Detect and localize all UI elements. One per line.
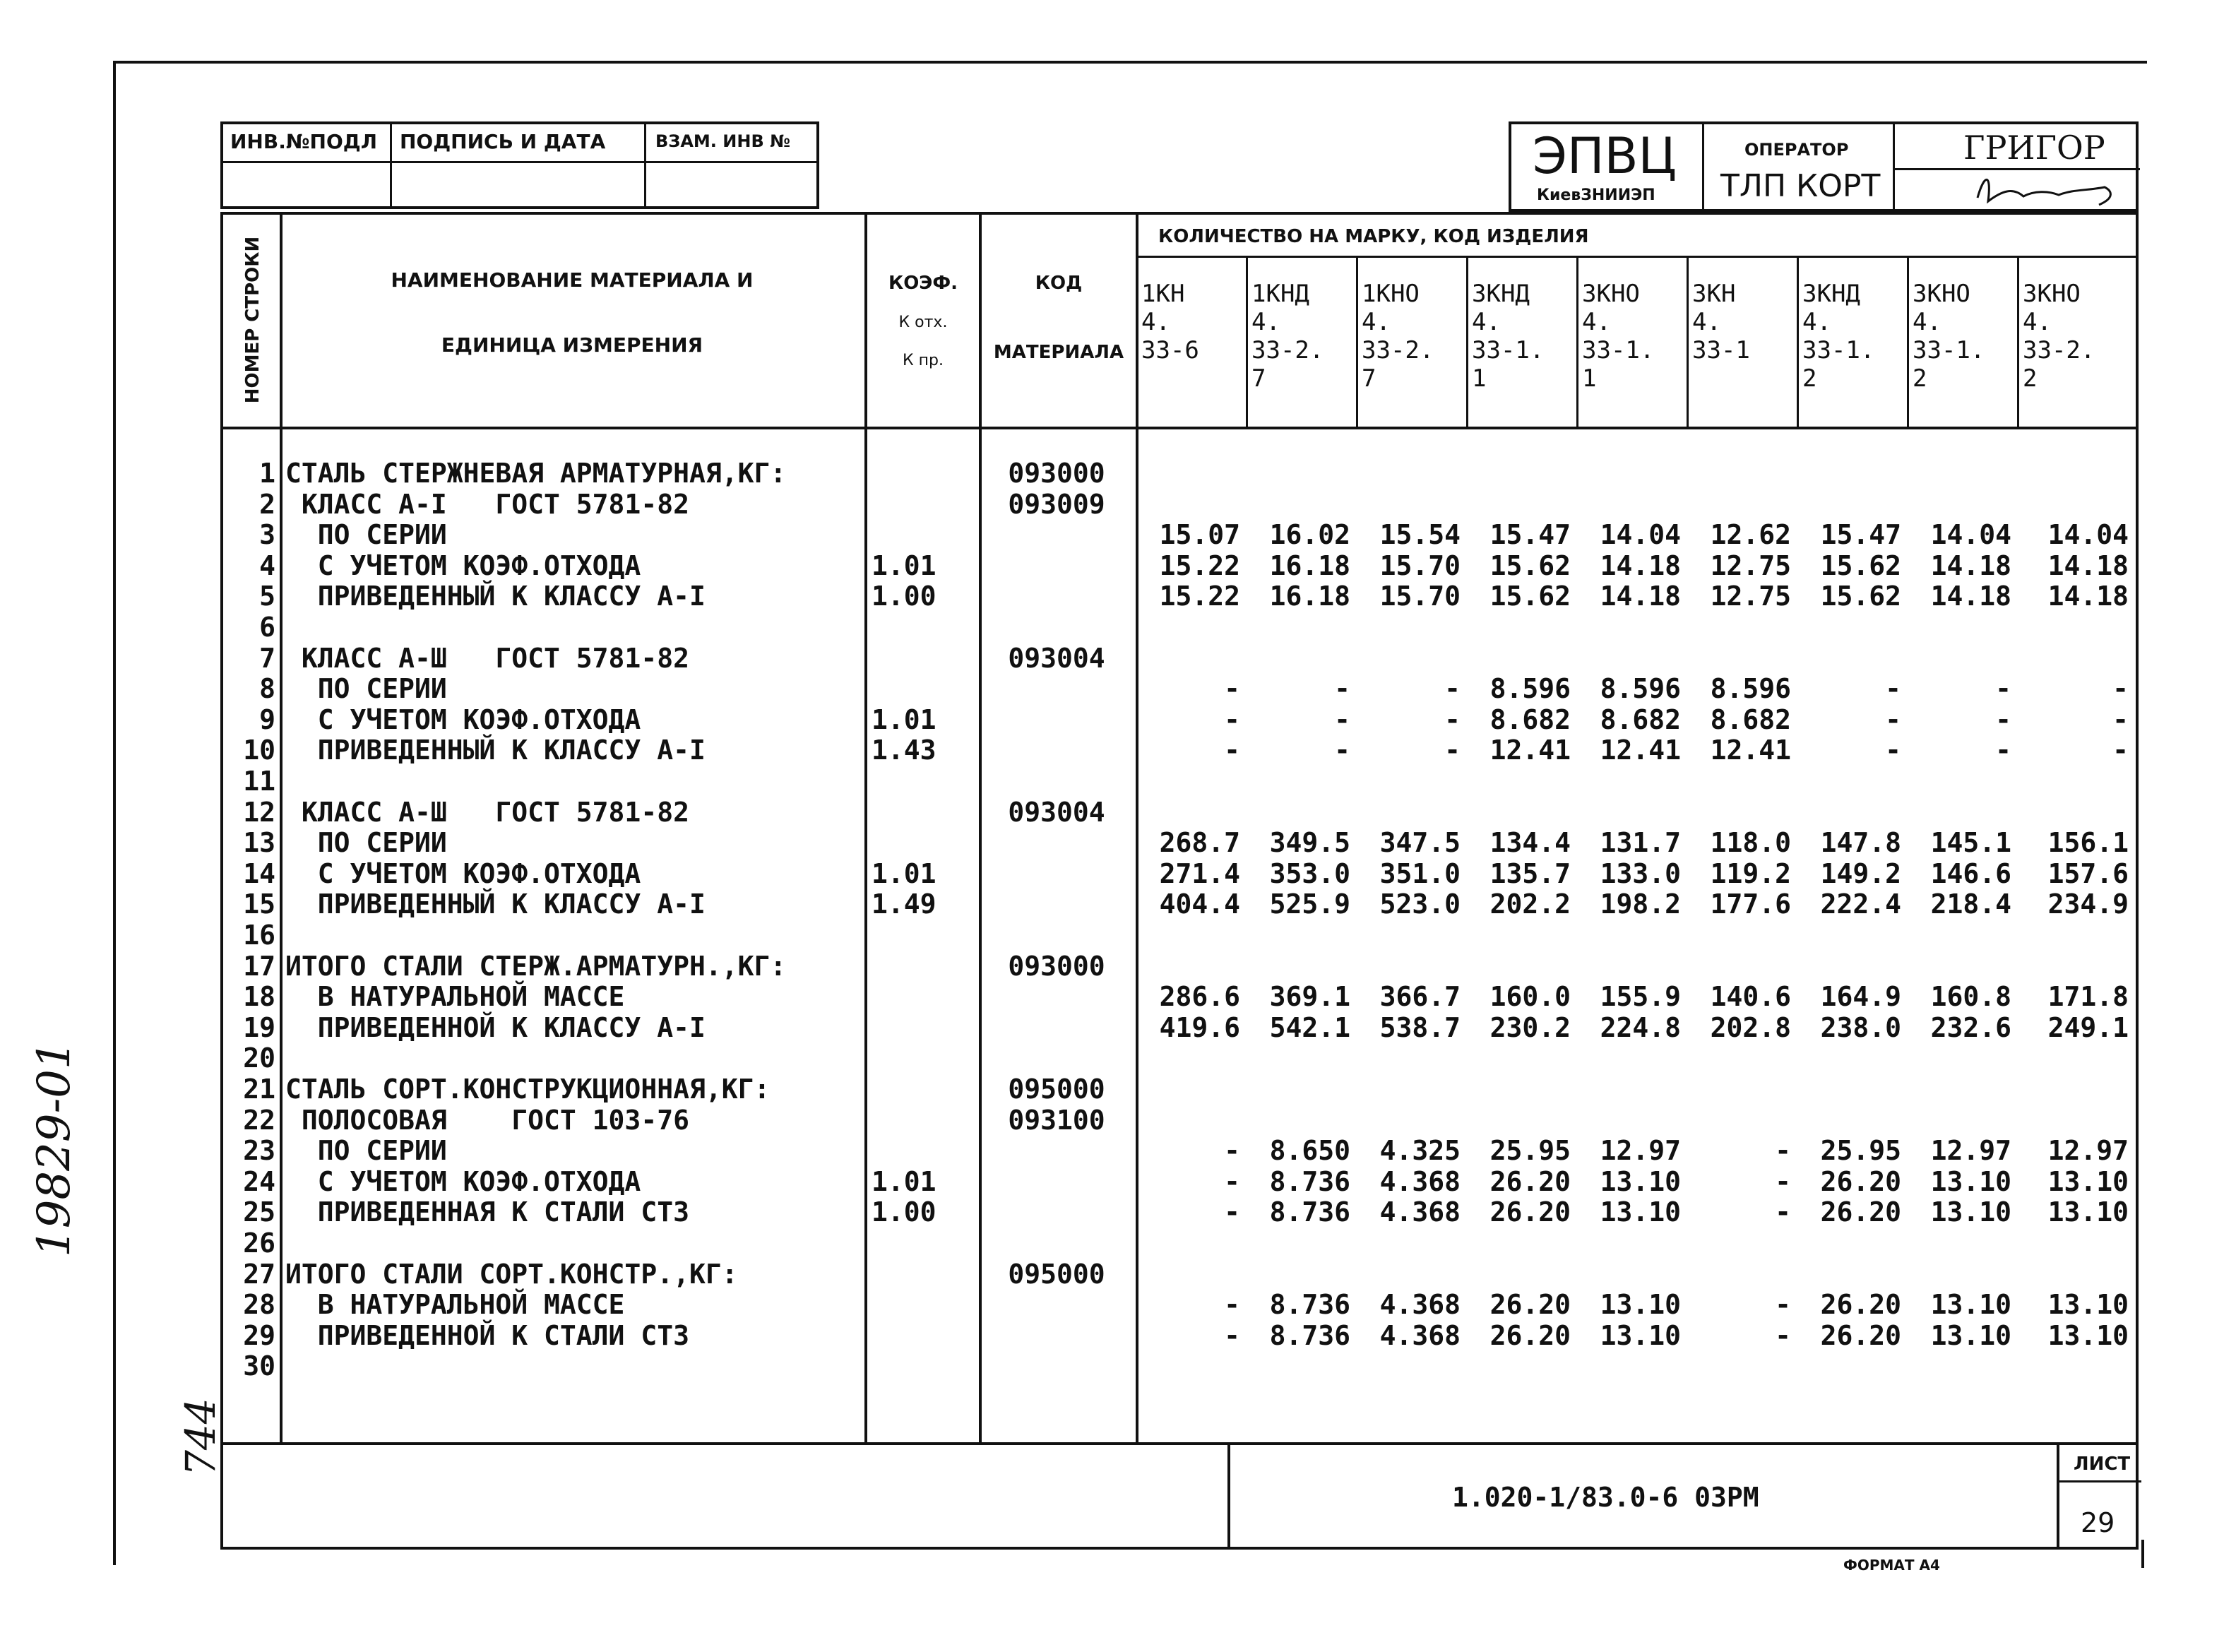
row-number: 12 bbox=[243, 796, 275, 828]
stamp-right bbox=[1509, 121, 2139, 212]
quantity-cell: 13.10 bbox=[1600, 1196, 1681, 1228]
quantity-cell: 8.736 bbox=[1269, 1196, 1350, 1228]
quantity-cell: 146.6 bbox=[1930, 857, 2011, 889]
outer-left-line bbox=[113, 61, 116, 1565]
table-body bbox=[223, 212, 2136, 1442]
quantity-cell: 4.368 bbox=[1379, 1196, 1461, 1228]
coef-value: 1.01 bbox=[872, 549, 936, 581]
material-name: ПО СЕРИИ bbox=[285, 519, 447, 551]
quantity-cell: - bbox=[1775, 1135, 1791, 1167]
quantity-cell: 14.18 bbox=[1930, 549, 2011, 581]
material-name: ПРИВЕДЕННЫЙ К КЛАССУ А-I bbox=[285, 581, 706, 612]
material-name: С УЧЕТОМ КОЭФ.ОТХОДА bbox=[285, 703, 641, 735]
quantity-cell: 131.7 bbox=[1600, 827, 1681, 859]
quantity-cell: - bbox=[1444, 673, 1461, 705]
quantity-cell: 13.10 bbox=[2047, 1289, 2129, 1321]
quantity-cell: 16.18 bbox=[1269, 581, 1350, 612]
quantity-cell: 249.1 bbox=[2047, 1011, 2129, 1043]
quantity-cell: 13.10 bbox=[2047, 1196, 2129, 1228]
quantity-cell: 14.18 bbox=[2047, 581, 2129, 612]
quantity-cell: 8.650 bbox=[1269, 1135, 1350, 1167]
col-header-9: 3КНО 4. 33-2. 2 bbox=[2023, 280, 2095, 393]
col-header-7: 3КНД 4. 33-1. 2 bbox=[1802, 280, 1875, 393]
quantity-cell: - bbox=[1224, 1165, 1240, 1197]
title-block bbox=[220, 1442, 2139, 1550]
col-header-2: 1КНД 4. 33-2. 7 bbox=[1251, 280, 1324, 393]
format-label: ФОРМАТ А4 bbox=[1843, 1557, 1940, 1574]
quantity-cell: 13.10 bbox=[1930, 1319, 2011, 1351]
side-number: 19829-01 bbox=[28, 1040, 81, 1257]
quantity-cell: 349.5 bbox=[1269, 827, 1350, 859]
quantity-cell: 15.62 bbox=[1820, 549, 1901, 581]
sheet-number: 29 bbox=[2081, 1507, 2115, 1538]
quantity-cell: 8.596 bbox=[1600, 673, 1681, 705]
quantity-cell: - bbox=[1885, 673, 1901, 705]
stamp-podpis: ПОДПИСЬ И ДАТА bbox=[400, 130, 606, 153]
quantity-cell: - bbox=[1444, 703, 1461, 735]
col-header-5: 3КНО 4. 33-1. 1 bbox=[1582, 280, 1655, 393]
row-number: 18 bbox=[243, 981, 275, 1013]
quantity-cell: 419.6 bbox=[1159, 1011, 1240, 1043]
operator-label: ОПЕРАТОР bbox=[1744, 140, 1849, 160]
quantity-cell: 8.682 bbox=[1489, 703, 1571, 735]
quantity-cell: 222.4 bbox=[1820, 889, 1901, 920]
quantity-cell: 15.70 bbox=[1379, 581, 1461, 612]
row-number: 22 bbox=[243, 1104, 275, 1136]
material-code: 093009 bbox=[1008, 488, 1105, 520]
quantity-cell: - bbox=[1775, 1196, 1791, 1228]
coef-value: 1.00 bbox=[872, 1196, 936, 1228]
material-name: ПО СЕРИИ bbox=[285, 827, 447, 859]
quantity-cell: 25.95 bbox=[1489, 1135, 1571, 1167]
quantity-cell: - bbox=[1224, 1319, 1240, 1351]
quantity-cell: 26.20 bbox=[1820, 1319, 1901, 1351]
material-name: В НАТУРАЛЬНОЙ МАССЕ bbox=[285, 981, 625, 1013]
coef-value: 1.01 bbox=[872, 857, 936, 889]
row-number: 6 bbox=[259, 612, 275, 643]
material-name: С УЧЕТОМ КОЭФ.ОТХОДА bbox=[285, 549, 641, 581]
quantity-cell: 134.4 bbox=[1489, 827, 1571, 859]
quantity-cell: 16.18 bbox=[1269, 549, 1350, 581]
operator-value: ТЛП КОРТ bbox=[1720, 168, 1881, 204]
row-number: 19 bbox=[243, 1011, 275, 1043]
quantity-cell: 25.95 bbox=[1820, 1135, 1901, 1167]
code-header-2: МАТЕРИАЛА bbox=[993, 342, 1124, 363]
quantity-cell: 13.10 bbox=[1600, 1319, 1681, 1351]
row-number: 8 bbox=[259, 673, 275, 705]
quantity-cell: 8.736 bbox=[1269, 1319, 1350, 1351]
quantity-cell: 12.97 bbox=[1930, 1135, 2011, 1167]
quantity-cell: 14.04 bbox=[1600, 519, 1681, 551]
coef-value: 1.01 bbox=[872, 703, 936, 735]
quantity-cell: 13.10 bbox=[2047, 1319, 2129, 1351]
quantity-cell: 26.20 bbox=[1820, 1165, 1901, 1197]
stamp-vzam: ВЗАМ. ИНВ № bbox=[655, 131, 790, 151]
quantity-cell: 525.9 bbox=[1269, 889, 1350, 920]
quantity-cell: 13.10 bbox=[1930, 1165, 2011, 1197]
row-number: 30 bbox=[243, 1350, 275, 1382]
quantity-cell: 4.325 bbox=[1379, 1135, 1461, 1167]
quantity-cell: 15.62 bbox=[1489, 549, 1571, 581]
quantity-cell: 118.0 bbox=[1710, 827, 1791, 859]
material-name: ПО СЕРИИ bbox=[285, 1135, 447, 1167]
quantity-cell: 8.596 bbox=[1489, 673, 1571, 705]
quantity-cell: 8.596 bbox=[1710, 673, 1791, 705]
quantity-cell: 12.75 bbox=[1710, 581, 1791, 612]
quantity-cell: 369.1 bbox=[1269, 981, 1350, 1013]
org-big: ЭПВЦ bbox=[1533, 127, 1677, 185]
quantity-cell: 15.62 bbox=[1820, 581, 1901, 612]
quantity-cell: 160.8 bbox=[1930, 981, 2011, 1013]
quantity-cell: 164.9 bbox=[1820, 981, 1901, 1013]
quantity-cell: 147.8 bbox=[1820, 827, 1901, 859]
quantity-cell: 14.04 bbox=[2047, 519, 2129, 551]
quantity-cell: 14.04 bbox=[1930, 519, 2011, 551]
quantity-cell: - bbox=[1334, 673, 1350, 705]
quantity-cell: 202.8 bbox=[1710, 1011, 1791, 1043]
quantity-cell: 198.2 bbox=[1600, 889, 1681, 920]
quantity-cell: 224.8 bbox=[1600, 1011, 1681, 1043]
quantity-cell: 160.0 bbox=[1489, 981, 1571, 1013]
row-number: 2 bbox=[259, 488, 275, 520]
quantity-cell: 351.0 bbox=[1379, 857, 1461, 889]
material-name: КЛАСС А-Ш ГОСТ 5781-82 bbox=[285, 642, 689, 674]
row-number: 28 bbox=[243, 1289, 275, 1321]
row-number: 9 bbox=[259, 703, 275, 735]
quantity-cell: 157.6 bbox=[2047, 857, 2129, 889]
material-name: КЛАСС А-Ш ГОСТ 5781-82 bbox=[285, 796, 689, 828]
quantity-cell: 8.736 bbox=[1269, 1289, 1350, 1321]
quantity-cell: 8.682 bbox=[1600, 703, 1681, 735]
coef-header-2: К отх. bbox=[898, 314, 948, 331]
material-code: 093004 bbox=[1008, 796, 1105, 828]
quantity-cell: 202.2 bbox=[1489, 889, 1571, 920]
material-name: С УЧЕТОМ КОЭФ.ОТХОДА bbox=[285, 857, 641, 889]
stamp-left bbox=[220, 121, 819, 209]
material-code: 095000 bbox=[1008, 1258, 1105, 1290]
material-name: ПО СЕРИИ bbox=[285, 673, 447, 705]
name-value: ГРИГОР bbox=[1963, 129, 2105, 167]
quantity-cell: 4.368 bbox=[1379, 1319, 1461, 1351]
quantity-cell: 8.682 bbox=[1710, 703, 1791, 735]
row-number: 20 bbox=[243, 1042, 275, 1074]
row-number: 10 bbox=[243, 735, 275, 766]
quantity-cell: - bbox=[1224, 1196, 1240, 1228]
quantity-cell: 26.20 bbox=[1820, 1196, 1901, 1228]
quantity-cell: 8.736 bbox=[1269, 1165, 1350, 1197]
coef-header-1: КОЭФ. bbox=[888, 273, 958, 294]
row-number: 21 bbox=[243, 1074, 275, 1105]
quantity-cell: 140.6 bbox=[1710, 981, 1791, 1013]
row-number: 24 bbox=[243, 1165, 275, 1197]
col-header-1: 1КН 4. 33-6 bbox=[1141, 280, 1199, 364]
row-number: 14 bbox=[243, 857, 275, 889]
row-number: 23 bbox=[243, 1135, 275, 1167]
quantity-cell: 135.7 bbox=[1489, 857, 1571, 889]
quantity-cell: - bbox=[1885, 703, 1901, 735]
material-name: СТАЛЬ СТЕРЖНЕВАЯ АРМАТУРНАЯ,КГ: bbox=[285, 458, 787, 489]
quantity-cell: 155.9 bbox=[1600, 981, 1681, 1013]
quantity-cell: 12.75 bbox=[1710, 549, 1791, 581]
col-header-8: 3КНО 4. 33-1. 2 bbox=[1913, 280, 1985, 393]
material-code: 093004 bbox=[1008, 642, 1105, 674]
quantity-cell: 13.10 bbox=[2047, 1165, 2129, 1197]
quantity-cell: 149.2 bbox=[1820, 857, 1901, 889]
quantity-cell: 13.10 bbox=[1600, 1165, 1681, 1197]
quantity-cell: 4.368 bbox=[1379, 1289, 1461, 1321]
quantity-cell: 15.70 bbox=[1379, 549, 1461, 581]
material-name: СТАЛЬ СОРТ.КОНСТРУКЦИОННАЯ,КГ: bbox=[285, 1074, 771, 1105]
quantity-cell: - bbox=[1775, 1289, 1791, 1321]
quantity-cell: 15.47 bbox=[1489, 519, 1571, 551]
quantity-cell: 538.7 bbox=[1379, 1011, 1461, 1043]
quantity-cell: 218.4 bbox=[1930, 889, 2011, 920]
quantity-cell: 523.0 bbox=[1379, 889, 1461, 920]
stamp-inv-podl: ИНВ.№ПОДЛ bbox=[230, 130, 377, 153]
coef-value: 1.43 bbox=[872, 735, 936, 766]
row-number: 4 bbox=[259, 549, 275, 581]
quantity-cell: 15.22 bbox=[1159, 549, 1240, 581]
quantity-cell: 119.2 bbox=[1710, 857, 1791, 889]
material-code: 093000 bbox=[1008, 950, 1105, 982]
main-table bbox=[220, 212, 2139, 1445]
quantity-cell: 14.18 bbox=[1600, 549, 1681, 581]
quantity-cell: 286.6 bbox=[1159, 981, 1240, 1013]
row-number-header: НОМЕР СТРОКИ bbox=[242, 236, 263, 404]
quantity-cell: 12.97 bbox=[2047, 1135, 2129, 1167]
row-number: 7 bbox=[259, 642, 275, 674]
quantity-cell: 145.1 bbox=[1930, 827, 2011, 859]
quantity-cell: 268.7 bbox=[1159, 827, 1240, 859]
quantity-cell: 12.41 bbox=[1600, 735, 1681, 766]
material-name: ПРИВЕДЕННОЙ К СТАЛИ СТ3 bbox=[285, 1319, 689, 1351]
quantity-cell: 14.18 bbox=[1600, 581, 1681, 612]
outer-top-line bbox=[113, 61, 2147, 64]
quantity-cell: 230.2 bbox=[1489, 1011, 1571, 1043]
quantity-cell: 542.1 bbox=[1269, 1011, 1350, 1043]
material-name: ПРИВЕДЕННАЯ К СТАЛИ СТ3 bbox=[285, 1196, 689, 1228]
quantity-cell: - bbox=[1334, 735, 1350, 766]
material-code: 093000 bbox=[1008, 458, 1105, 489]
material-name: ИТОГО СТАЛИ СТЕРЖ.АРМАТУРН.,КГ: bbox=[285, 950, 787, 982]
quantity-cell: 238.0 bbox=[1820, 1011, 1901, 1043]
quantity-cell: - bbox=[1995, 735, 2011, 766]
doc-code: 1.020-1/83.0-6 03РМ bbox=[1452, 1482, 1759, 1513]
qty-title: КОЛИЧЕСТВО НА МАРКУ, КОД ИЗДЕЛИЯ bbox=[1158, 226, 1589, 247]
quantity-cell: 14.18 bbox=[2047, 549, 2129, 581]
quantity-cell: 16.02 bbox=[1269, 519, 1350, 551]
row-number: 11 bbox=[243, 766, 275, 797]
material-name: С УЧЕТОМ КОЭФ.ОТХОДА bbox=[285, 1165, 641, 1197]
quantity-cell: - bbox=[2112, 703, 2129, 735]
quantity-cell: 271.4 bbox=[1159, 857, 1240, 889]
quantity-cell: 4.368 bbox=[1379, 1165, 1461, 1197]
material-code: 095000 bbox=[1008, 1074, 1105, 1105]
outer-right-line bbox=[2141, 1540, 2144, 1568]
quantity-cell: 13.10 bbox=[1600, 1289, 1681, 1321]
row-number: 26 bbox=[243, 1228, 275, 1259]
row-number: 5 bbox=[259, 581, 275, 612]
quantity-cell: - bbox=[1224, 735, 1240, 766]
quantity-cell: 12.62 bbox=[1710, 519, 1791, 551]
row-number: 29 bbox=[243, 1319, 275, 1351]
quantity-cell: - bbox=[1224, 673, 1240, 705]
quantity-cell: 26.20 bbox=[1489, 1165, 1571, 1197]
material-name: ПРИВЕДЕННЫЙ К КЛАССУ А-I bbox=[285, 889, 706, 920]
quantity-cell: - bbox=[1995, 703, 2011, 735]
quantity-cell: 15.07 bbox=[1159, 519, 1240, 551]
row-number: 27 bbox=[243, 1258, 275, 1290]
quantity-cell: 232.6 bbox=[1930, 1011, 2011, 1043]
material-header-1: НАИМЕНОВАНИЕ МАТЕРИАЛА И bbox=[391, 268, 754, 292]
coef-value: 1.01 bbox=[872, 1165, 936, 1197]
material-name: ПРИВЕДЕННЫЙ К КЛАССУ А-I bbox=[285, 735, 706, 766]
quantity-cell: - bbox=[1334, 703, 1350, 735]
quantity-cell: - bbox=[1444, 735, 1461, 766]
quantity-cell: 133.0 bbox=[1600, 857, 1681, 889]
quantity-cell: - bbox=[1224, 703, 1240, 735]
quantity-cell: - bbox=[1775, 1165, 1791, 1197]
quantity-cell: 171.8 bbox=[2047, 981, 2129, 1013]
quantity-cell: 12.41 bbox=[1710, 735, 1791, 766]
quantity-cell: 353.0 bbox=[1269, 857, 1350, 889]
org-small: КиевЗНИИЭП bbox=[1537, 186, 1655, 204]
material-name: ИТОГО СТАЛИ СОРТ.КОНСТР.,КГ: bbox=[285, 1258, 738, 1290]
coef-value: 1.00 bbox=[872, 581, 936, 612]
quantity-cell: - bbox=[2112, 735, 2129, 766]
sheet-label: ЛИСТ bbox=[2074, 1454, 2131, 1475]
row-number: 16 bbox=[243, 920, 275, 951]
col-header-4: 3КНД 4. 33-1. 1 bbox=[1472, 280, 1545, 393]
quantity-cell: 13.10 bbox=[1930, 1196, 2011, 1228]
quantity-cell: 177.6 bbox=[1710, 889, 1791, 920]
row-number: 15 bbox=[243, 889, 275, 920]
quantity-cell: 26.20 bbox=[1489, 1289, 1571, 1321]
row-number: 17 bbox=[243, 950, 275, 982]
coef-value: 1.49 bbox=[872, 889, 936, 920]
quantity-cell: 234.9 bbox=[2047, 889, 2129, 920]
quantity-cell: - bbox=[1775, 1319, 1791, 1351]
row-number: 25 bbox=[243, 1196, 275, 1228]
material-name: ПОЛОСОВАЯ ГОСТ 103-76 bbox=[285, 1104, 689, 1136]
quantity-cell: 156.1 bbox=[2047, 827, 2129, 859]
material-name: В НАТУРАЛЬНОЙ МАССЕ bbox=[285, 1289, 625, 1321]
material-name: КЛАСС А-I ГОСТ 5781-82 bbox=[285, 488, 689, 520]
quantity-cell: - bbox=[1885, 735, 1901, 766]
quantity-cell: - bbox=[2112, 673, 2129, 705]
quantity-cell: 26.20 bbox=[1820, 1289, 1901, 1321]
col-header-6: 3КН 4. 33-1 bbox=[1692, 280, 1750, 364]
quantity-cell: 404.4 bbox=[1159, 889, 1240, 920]
material-name: ПРИВЕДЕННОЙ К КЛАССУ А-I bbox=[285, 1011, 706, 1043]
quantity-cell: 26.20 bbox=[1489, 1196, 1571, 1228]
col-header-3: 1КНО 4. 33-2. 7 bbox=[1362, 280, 1434, 393]
signature-image bbox=[1935, 170, 2133, 212]
row-number: 13 bbox=[243, 827, 275, 859]
quantity-cell: 14.18 bbox=[1930, 581, 2011, 612]
side-mark: 744 bbox=[177, 1398, 225, 1476]
quantity-cell: 15.22 bbox=[1159, 581, 1240, 612]
quantity-cell: 26.20 bbox=[1489, 1319, 1571, 1351]
quantity-cell: 15.54 bbox=[1379, 519, 1461, 551]
quantity-cell: 15.62 bbox=[1489, 581, 1571, 612]
quantity-cell: - bbox=[1995, 673, 2011, 705]
quantity-cell: 15.47 bbox=[1820, 519, 1901, 551]
row-number: 1 bbox=[259, 458, 275, 489]
code-header-1: КОД bbox=[1035, 273, 1083, 294]
material-code: 093100 bbox=[1008, 1104, 1105, 1136]
row-number: 3 bbox=[259, 519, 275, 551]
coef-header-3: К пр. bbox=[903, 352, 944, 369]
quantity-cell: - bbox=[1224, 1135, 1240, 1167]
quantity-cell: 13.10 bbox=[1930, 1289, 2011, 1321]
quantity-cell: 366.7 bbox=[1379, 981, 1461, 1013]
quantity-cell: 12.97 bbox=[1600, 1135, 1681, 1167]
material-header-2: ЕДИНИЦА ИЗМЕРЕНИЯ bbox=[441, 333, 703, 357]
quantity-cell: 347.5 bbox=[1379, 827, 1461, 859]
quantity-cell: - bbox=[1224, 1289, 1240, 1321]
quantity-cell: 12.41 bbox=[1489, 735, 1571, 766]
